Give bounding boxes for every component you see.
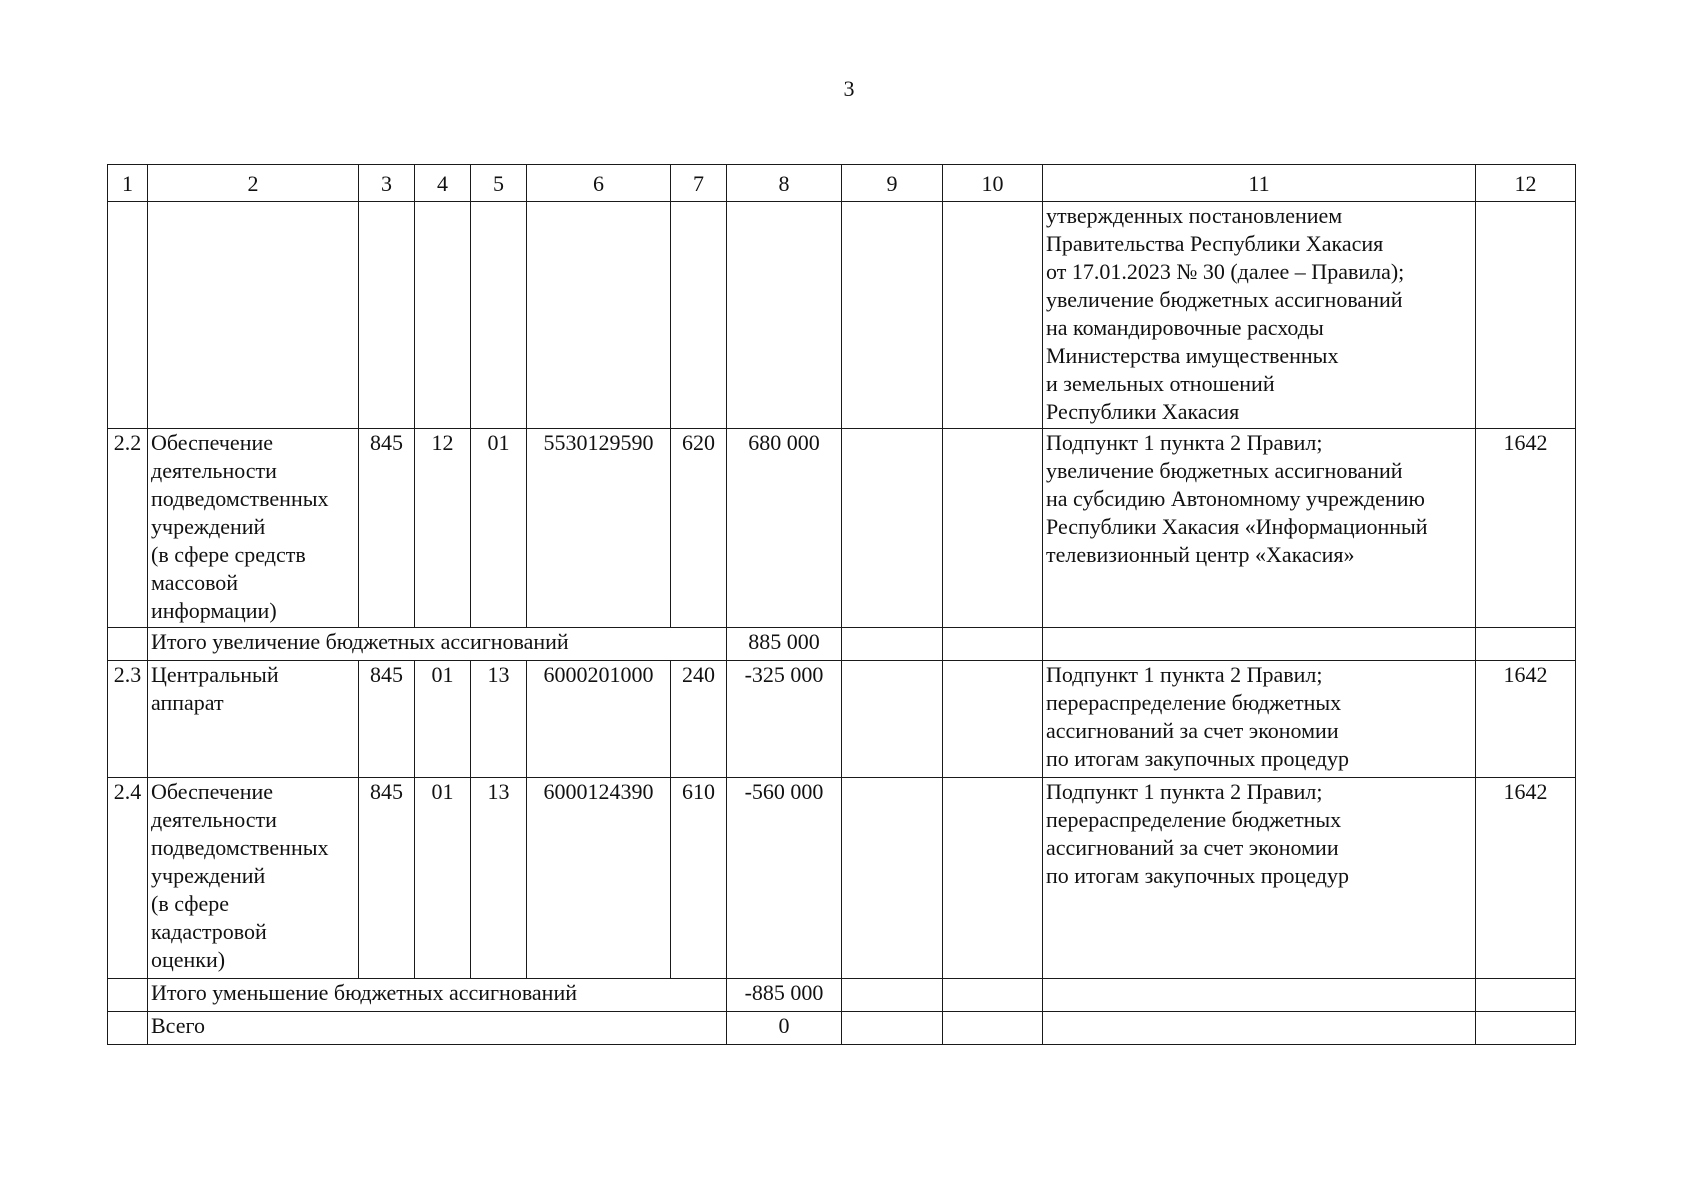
code-12: 1642 xyxy=(1476,778,1576,979)
header-cell: 3 xyxy=(359,165,415,202)
note-line: и земельных отношений xyxy=(1046,371,1275,396)
subtotal-increase-value: 885 000 xyxy=(727,628,842,661)
subsection-code: 13 xyxy=(471,661,527,778)
header-cell: 1 xyxy=(108,165,148,202)
subtotal-decrease-value: -885 000 xyxy=(727,979,842,1012)
amount: 680 000 xyxy=(727,429,842,628)
note-line: увеличение бюджетных ассигнований xyxy=(1046,287,1403,312)
subtotal-decrease-row xyxy=(108,979,1576,1012)
expense-type: 620 xyxy=(671,429,727,628)
header-cell: 12 xyxy=(1476,165,1576,202)
page-number: 3 xyxy=(843,76,855,101)
header-row xyxy=(108,165,1576,202)
item-name: Центральный аппарат xyxy=(148,661,359,778)
header-cell: 7 xyxy=(671,165,727,202)
note-line: Республики Хакасия xyxy=(1046,399,1240,424)
subtotal-decrease-label: Итого уменьшение бюджетных ассигнований xyxy=(148,979,727,1012)
subsection-code: 13 xyxy=(471,778,527,979)
row-note: Подпункт 1 пункта 2 Правил; перераспределение бюджетных ассигнований за счет экономии по итогам закупочных процедур xyxy=(1043,661,1476,778)
target-code: 5530129590 xyxy=(527,429,671,628)
row-number: 2.2 xyxy=(108,429,148,628)
header-cell: 11 xyxy=(1043,165,1476,202)
note-line: утвержденных постановлением xyxy=(1046,203,1343,228)
header-cell: 9 xyxy=(842,165,943,202)
row-number: 2.3 xyxy=(108,661,148,778)
header-cell: 6 xyxy=(527,165,671,202)
table-row xyxy=(108,661,1576,778)
note-line: Министерства имущественных xyxy=(1046,343,1339,368)
header-cell: 10 xyxy=(943,165,1043,202)
amount: -560 000 xyxy=(727,778,842,979)
note-line: на командировочные расходы xyxy=(1046,315,1324,340)
note-line: от 17.01.2023 № 30 (далее – Правила); xyxy=(1046,259,1405,284)
header-cell: 4 xyxy=(415,165,471,202)
budget-table xyxy=(107,164,1576,1045)
code-12: 1642 xyxy=(1476,661,1576,778)
row-number: 2.4 xyxy=(108,778,148,979)
continuation-note xyxy=(1043,202,1476,429)
subsection-code: 01 xyxy=(471,429,527,628)
total-value: 0 xyxy=(727,1012,842,1045)
section-code: 01 xyxy=(415,778,471,979)
subtotal-increase-label: Итого увеличение бюджетных ассигнований xyxy=(148,628,727,661)
header-cell: 5 xyxy=(471,165,527,202)
target-code: 6000124390 xyxy=(527,778,671,979)
ministry-code: 845 xyxy=(359,429,415,628)
row-note: Подпункт 1 пункта 2 Правил; увеличение бюджетных ассигнований на субсидию Автономному учреждению Республики Хакасия «Информационный телевизионный центр «Хакасия» xyxy=(1043,429,1476,628)
total-row xyxy=(108,1012,1576,1045)
section-code: 12 xyxy=(415,429,471,628)
target-code: 6000201000 xyxy=(527,661,671,778)
table-row-continuation xyxy=(108,202,1576,429)
section-code: 01 xyxy=(415,661,471,778)
amount: -325 000 xyxy=(727,661,842,778)
code-12: 1642 xyxy=(1476,429,1576,628)
note-line: Правительства Республики Хакасия xyxy=(1046,231,1384,256)
ministry-code: 845 xyxy=(359,661,415,778)
row-note: Подпункт 1 пункта 2 Правил; перераспределение бюджетных ассигнований за счет экономии по итогам закупочных процедур xyxy=(1043,778,1476,979)
ministry-code: 845 xyxy=(359,778,415,979)
total-label: Всего xyxy=(148,1012,727,1045)
header-cell: 8 xyxy=(727,165,842,202)
expense-type: 610 xyxy=(671,778,727,979)
item-name: Обеспечение деятельности подведомственных учреждений (в сфере средств массовой информации) xyxy=(148,429,359,628)
expense-type: 240 xyxy=(671,661,727,778)
header-cell: 2 xyxy=(148,165,359,202)
subtotal-increase-row xyxy=(108,628,1576,661)
table-row xyxy=(108,429,1576,628)
table-row xyxy=(108,778,1576,979)
item-name: Обеспечение деятельности подведомственных учреждений (в сфере кадастровой оценки) xyxy=(148,778,359,979)
